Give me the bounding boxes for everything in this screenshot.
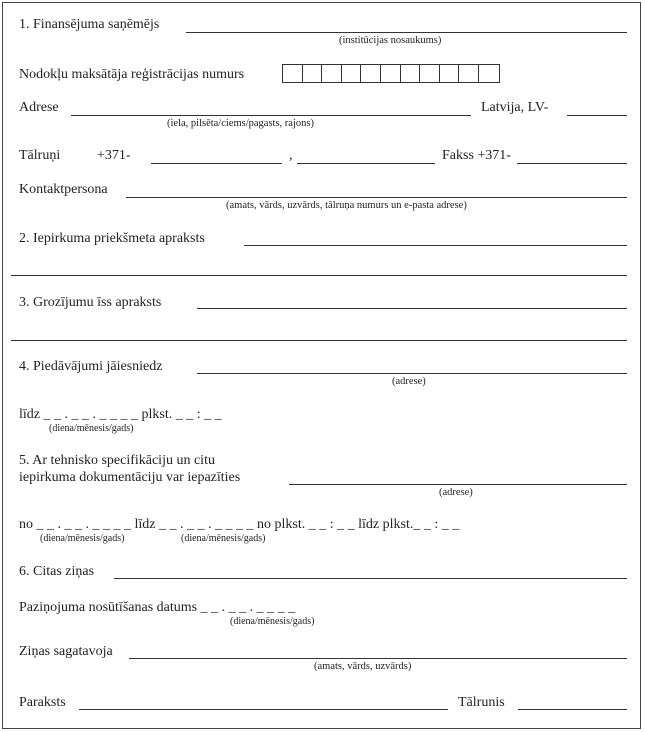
documentation-period[interactable]: no _ _ . _ _ . _ _ _ _ līdz _ _ . _ _ . _ _ _ _ no plkst. _ _ : _ _ līdz plkst._ _ : _ _ [19,517,460,532]
reg-number-digit-box[interactable] [459,65,479,82]
submission-deadline[interactable]: līdz _ _ . _ _ . _ _ _ _ plkst. _ _ : _ _ [19,407,222,422]
contact-label: Kontaktpersona [19,182,108,197]
contact-hint: (amats, vārds, uzvārds, tālruņa numurs un e-pasta adrese) [226,200,467,211]
signature-phone-field[interactable] [518,709,627,710]
reg-number-digit-box[interactable] [283,65,303,82]
reg-number-digit-box[interactable] [381,65,401,82]
reg-number-digit-box[interactable] [401,65,421,82]
signature-field[interactable] [79,709,448,710]
address-field[interactable] [71,115,471,116]
signature-phone-label: Tālrunis [458,695,505,710]
notice-form [2,2,641,729]
documentation-address-field[interactable] [289,484,627,485]
reg-number-digit-box[interactable] [479,65,499,82]
prepared-by-hint: (amats, vārds, uzvārds) [314,661,412,672]
reg-number-digit-box[interactable] [322,65,342,82]
phone-field-2[interactable] [297,163,435,164]
reg-number-digit-box[interactable] [342,65,362,82]
other-info-label: 6. Citas ziņas [19,564,95,579]
reg-number-boxes[interactable] [282,64,500,83]
country-label: Latvija, LV- [481,100,549,115]
phone-separator: , [289,148,293,163]
contact-field[interactable] [126,197,627,198]
recipient-hint: (institūcijas nosaukums) [339,35,442,46]
other-info-field[interactable] [114,578,627,579]
changes-label: 3. Grozījumu īss apraksts [19,295,162,310]
period-from-hint: (diena/mēnesis/gads) [40,533,125,544]
subject-description-field[interactable] [244,245,627,246]
changes-field[interactable] [197,308,627,309]
address-hint: (iela, pilsēta/ciems/pagasts, rajons) [167,118,314,129]
reg-number-label: Nodokļu maksātāja reģistrācijas numurs [19,67,245,82]
fax-field[interactable] [517,163,627,164]
changes-line-2[interactable] [11,340,627,341]
phone-field-1[interactable] [151,163,282,164]
submission-address-field[interactable] [197,373,627,374]
phone-prefix: +371- [97,148,131,163]
subject-description-line-2[interactable] [11,275,627,276]
submission-address-hint: (adrese) [392,376,426,387]
reg-number-digit-box[interactable] [420,65,440,82]
phones-label: Tālruņi [19,148,61,163]
documentation-label-line2: iepirkuma dokumentāciju var iepazīties [19,470,241,485]
period-to-hint: (diena/mēnesis/gads) [181,533,266,544]
prepared-by-label: Ziņas sagatavoja [19,644,113,659]
reg-number-digit-box[interactable] [440,65,460,82]
submission-date-hint: (diena/mēnesis/gads) [49,423,134,434]
recipient-field[interactable] [186,32,627,33]
submission-address-label: 4. Piedāvājumi jāiesniedz [19,359,163,374]
recipient-label: 1. Finansējuma saņēmējs [19,17,160,32]
signature-label: Paraksts [19,695,66,710]
reg-number-digit-box[interactable] [303,65,323,82]
reg-number-digit-box[interactable] [361,65,381,82]
documentation-label-line1: 5. Ar tehnisko specifikāciju un citu [19,453,215,468]
sent-date-hint: (diena/mēnesis/gads) [230,616,315,627]
subject-description-label: 2. Iepirkuma priekšmeta apraksts [19,231,205,246]
fax-label: Fakss +371- [442,148,511,163]
postal-code-field[interactable] [567,115,627,116]
documentation-address-hint: (adrese) [439,487,473,498]
address-label: Adrese [19,100,59,115]
sent-date[interactable]: Paziņojuma nosūtīšanas datums _ _ . _ _ . _ _ _ _ [19,600,296,615]
prepared-by-field[interactable] [129,658,627,659]
